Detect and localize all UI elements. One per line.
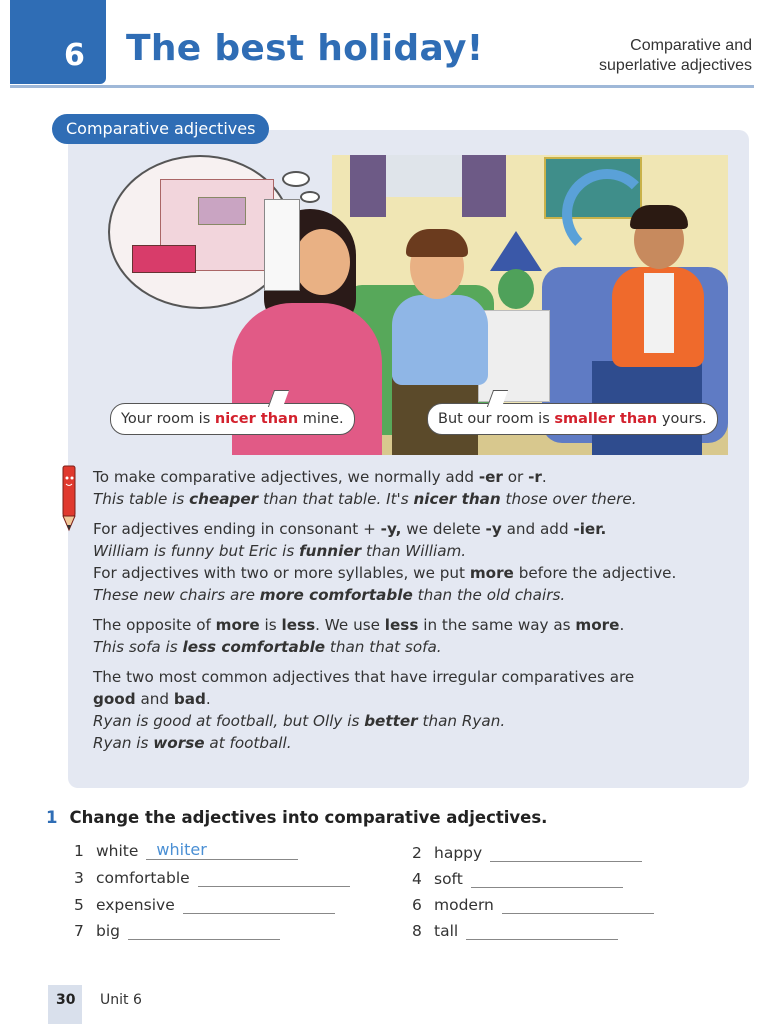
speech-bubble-boy [427,403,718,435]
item-number: 7 [74,922,84,940]
rule-line: For adjectives with two or more syllables, we put more before the adjective. [93,564,677,582]
item-word: tall [434,922,459,940]
instruction-text: Change the adjectives into comparative adjectives. [69,808,548,827]
example-line: This table is cheaper than that table. It's nicer than those over there. [93,490,637,508]
topic-line-1: Comparative and [630,37,752,54]
answer-field[interactable] [502,895,654,914]
window [386,155,462,197]
boy-hair [406,229,468,257]
curtain-right [462,155,506,217]
item-word: modern [434,896,494,914]
section-label: Comparative adjectives [52,114,269,144]
item-number: 2 [412,844,422,862]
item-number: 8 [412,922,422,940]
item-word: happy [434,844,483,862]
example-line: These new chairs are more comfortable than the old chairs. [93,586,566,604]
item-word: expensive [96,896,175,914]
lamp-base [498,269,534,309]
grammar-rules [93,466,733,754]
girl-face [294,229,350,295]
bubble-text: Your room is [121,411,215,427]
page-number: 30 [56,992,76,1008]
answer-field[interactable] [490,843,642,862]
thought-wardrobe [264,199,300,291]
answer-field[interactable] [466,921,618,940]
exercise-number: 1 [46,808,58,827]
lamp-shade [490,231,542,271]
topic-label [599,36,752,76]
item-number: 1 [74,842,84,860]
bubble-text: But our room is [438,411,555,427]
header-divider [10,85,754,88]
boy-body [392,295,488,385]
item-number: 4 [412,870,422,888]
curtain-left [350,155,386,217]
exercise-item-7 [74,918,280,940]
answer-field[interactable] [198,868,350,887]
exercise-item-3 [74,865,350,887]
unit-label: Unit 6 [100,992,142,1008]
answer-field[interactable] [183,895,335,914]
thought-window [198,197,246,225]
exercise-item-5 [74,892,335,914]
rule-line: good and bad. [93,690,211,708]
item-number: 6 [412,896,422,914]
example-line: Ryan is good at football, but Olly is better than Ryan. [93,712,506,730]
side-table [478,310,550,402]
item-word: white [96,842,139,860]
bubble-text: yours. [657,411,707,427]
topic-line-2: superlative adjectives [599,57,752,74]
exercise-instruction [46,808,547,827]
unit-tab [10,0,106,84]
item-word: big [96,922,120,940]
bubble-highlight: nicer than [214,411,299,427]
unit-number: 6 [64,38,85,73]
thought-dot [282,171,310,187]
boy2-shirt [644,273,674,353]
example-line: William is funny but Eric is funnier than William. [93,542,467,560]
boy2-hair [630,205,688,229]
page-title: The best holiday! [126,28,484,69]
exercise-item-1 [74,838,298,860]
thought-bed-icon [132,245,196,273]
rule-line: To make comparative adjectives, we normally add -er or -r. [93,468,547,486]
thought-dot [300,191,320,203]
exercise-item-8 [412,918,618,940]
answer-field[interactable] [471,869,623,888]
rule-line: The opposite of more is less. We use less in the same way as more. [93,616,625,634]
rule-line: For adjectives ending in consonant + -y, we delete -y and add -ier. [93,520,607,538]
exercise-item-6 [412,892,654,914]
answer-text: whiter [156,840,207,859]
item-word: soft [434,870,463,888]
exercise-item-4 [412,866,623,888]
bubble-text: mine. [298,411,344,427]
item-number: 5 [74,896,84,914]
item-number: 3 [74,869,84,887]
exercise-item-2 [412,840,642,862]
example-line: Ryan is worse at football. [93,734,292,752]
thought-bubble [108,155,292,309]
answer-field[interactable] [146,841,298,860]
speech-bubble-girl [110,403,355,435]
answer-field[interactable] [128,921,280,940]
item-word: comfortable [96,869,190,887]
rule-line: The two most common adjectives that have irregular comparatives are [93,668,635,686]
example-line: This sofa is less comfortable than that sofa. [93,638,442,656]
bubble-highlight: smaller than [554,411,658,427]
pencil-icon [58,462,80,532]
